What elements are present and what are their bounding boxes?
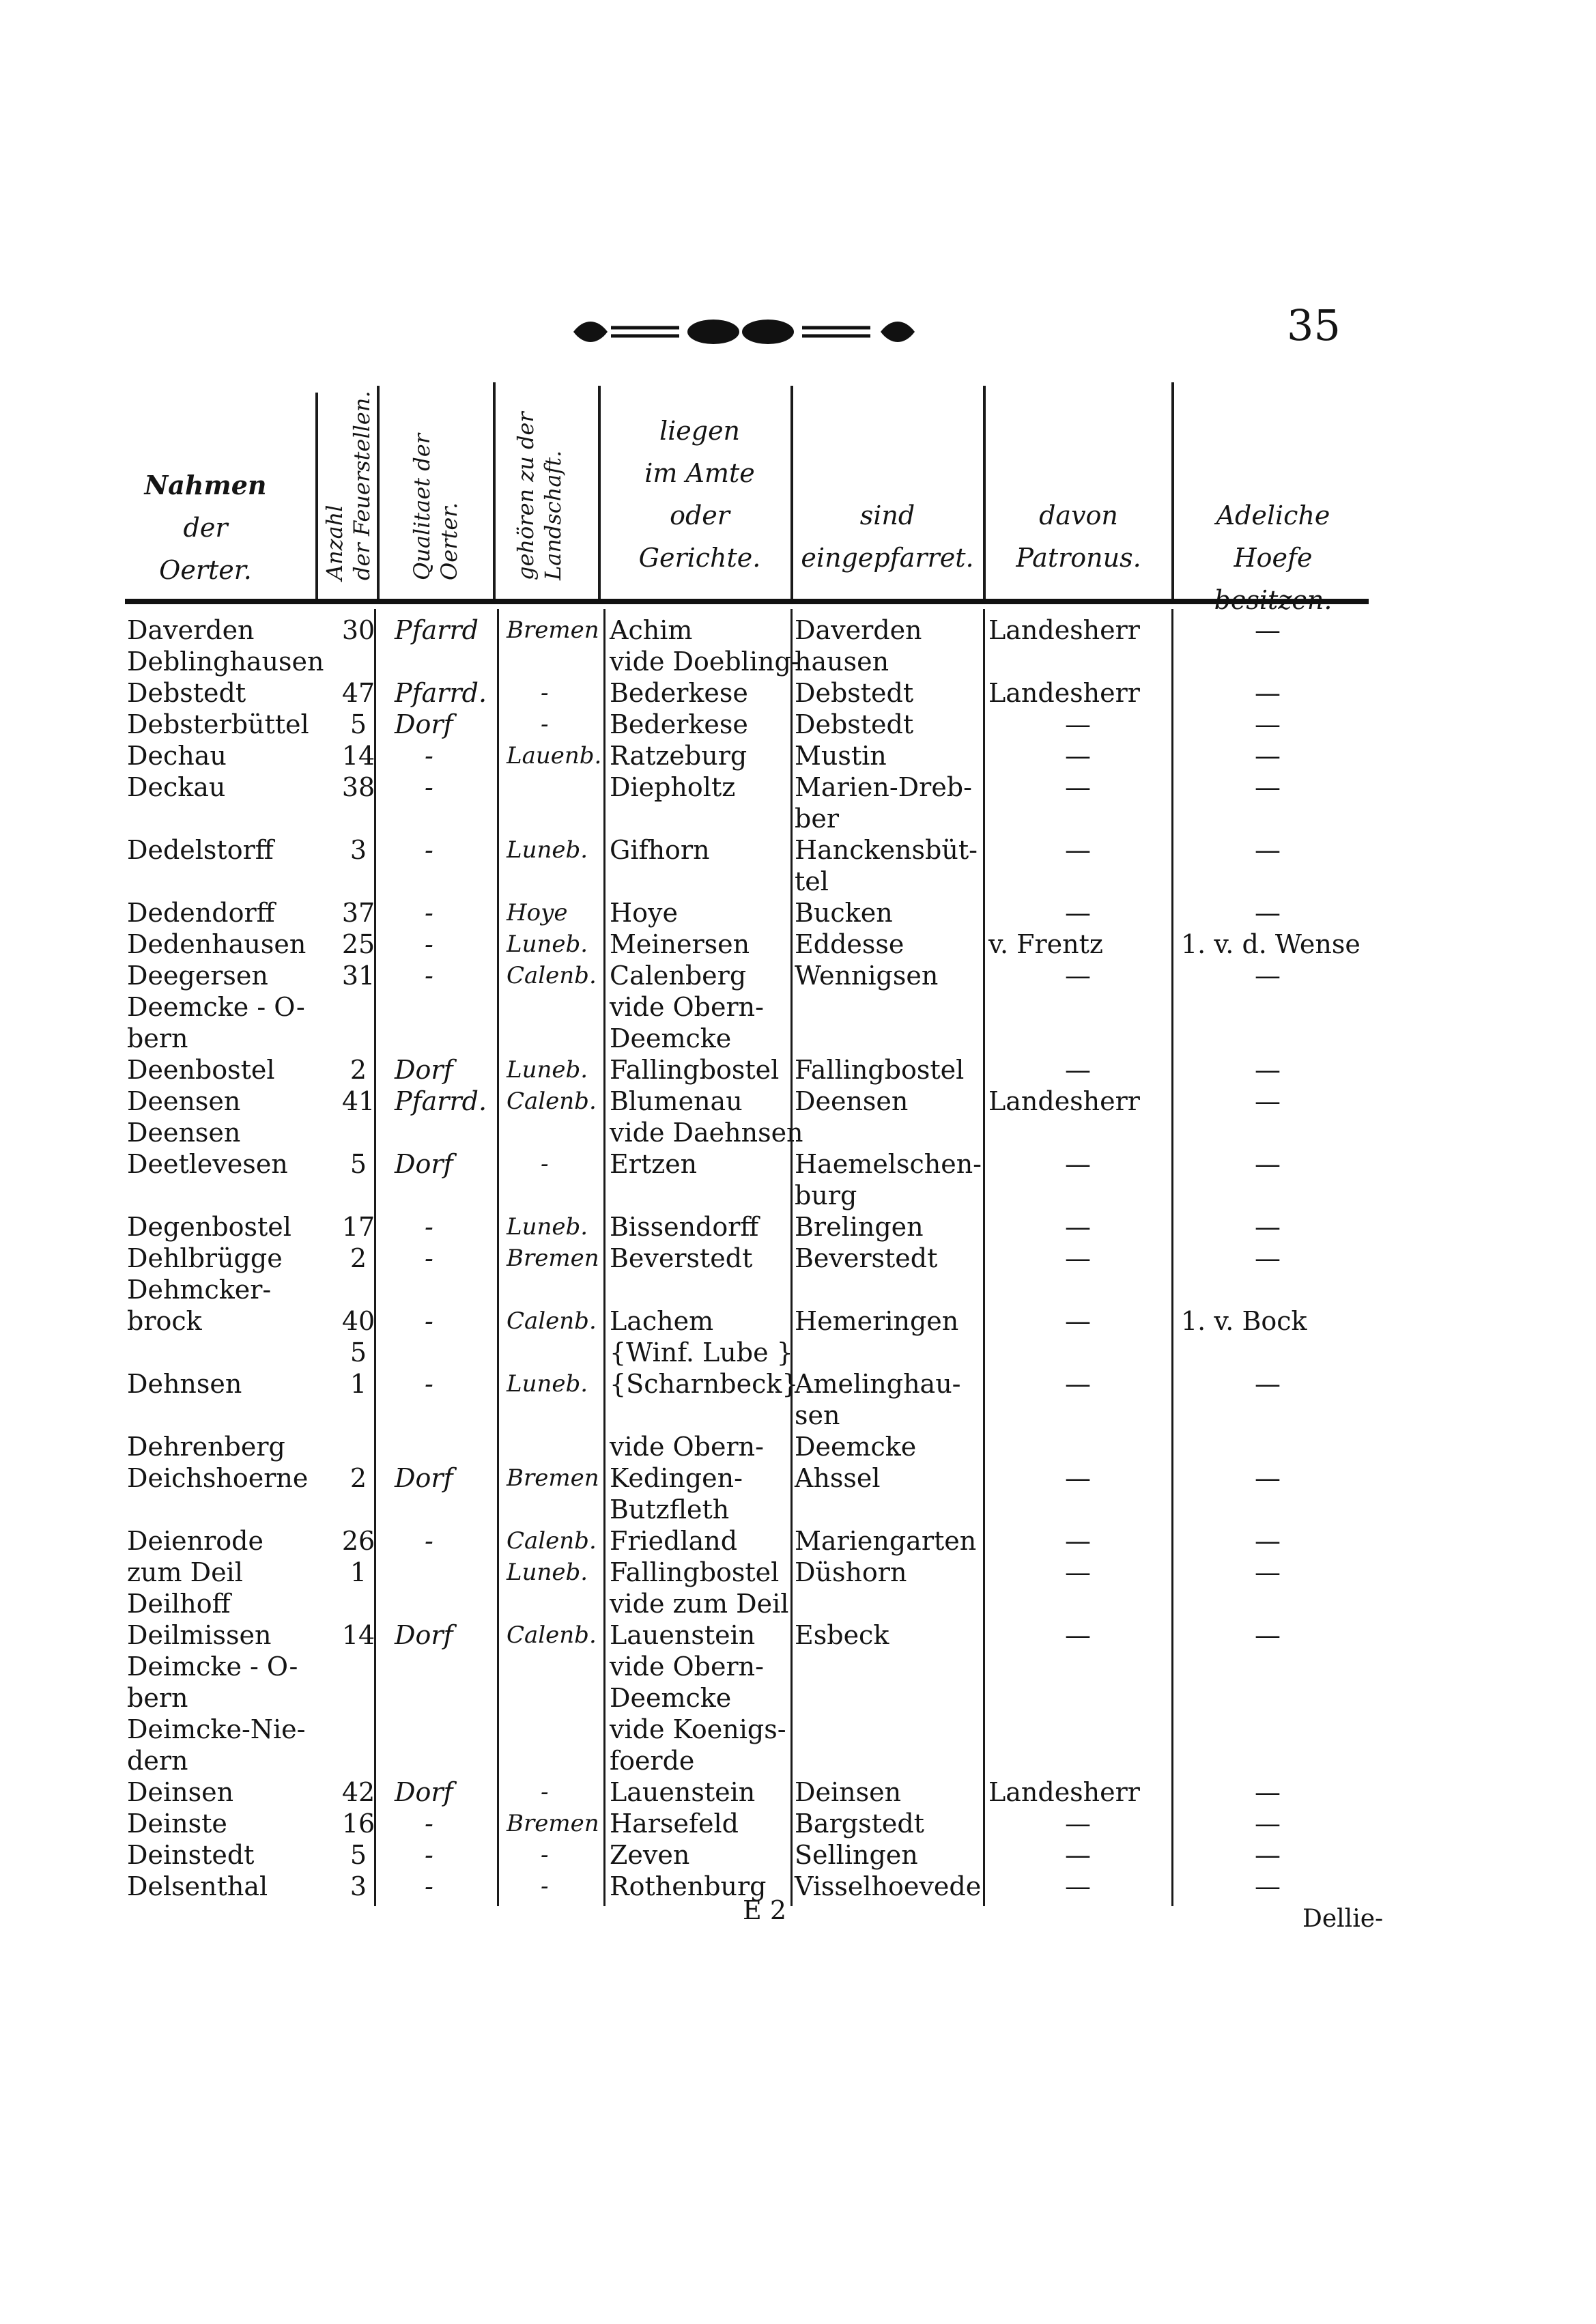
- table-row: [0, 1180, 1596, 1211]
- cell-qual: -: [425, 1306, 433, 1336]
- cell-qual: -: [425, 1840, 433, 1870]
- table-row: [0, 960, 1596, 991]
- cell-qual: Dorf: [395, 1463, 453, 1493]
- cell-name: Dedendorff: [127, 898, 275, 928]
- table-row: [0, 1337, 1596, 1368]
- cell-amt: vide Daehnsen: [610, 1118, 803, 1148]
- header-kirchspiel: [792, 494, 983, 579]
- header-kirchspiel-line: sind: [859, 500, 915, 530]
- cell-kirch: tel: [795, 866, 829, 896]
- cell-amt: {Winf. Lube }: [610, 1337, 793, 1368]
- cell-count: 5: [350, 709, 367, 739]
- cell-kirch: Marien-Dreb-: [795, 772, 972, 802]
- cell-amt: vide Koenigs-: [610, 1714, 786, 1744]
- cell-amt: Butzfleth: [610, 1494, 730, 1525]
- column-rule: [1171, 382, 1174, 601]
- cell-adel: —: [1255, 961, 1281, 991]
- header-count-line: der Feuerstellen.: [349, 391, 375, 580]
- cell-adel: 1. v. d. Wense: [1181, 929, 1360, 959]
- cell-name: Deichshoerne: [127, 1463, 309, 1493]
- cell-kirch: hausen: [795, 647, 889, 677]
- cell-land: Hoye: [507, 899, 568, 926]
- table-row: [0, 614, 1596, 646]
- cell-amt: Kedingen-: [610, 1463, 743, 1493]
- table-row: [0, 834, 1596, 866]
- cell-amt: Fallingbostel: [610, 1557, 780, 1587]
- cell-name: Dehnsen: [127, 1369, 242, 1399]
- cell-count: 1: [350, 1557, 367, 1587]
- header-patron: [986, 494, 1171, 579]
- cell-count: 30: [341, 615, 375, 645]
- table-row: [0, 1274, 1596, 1305]
- cell-amt: Rothenburg: [610, 1871, 767, 1901]
- header-name-line: Oerter.: [159, 555, 252, 585]
- cell-kirch: Esbeck: [795, 1620, 889, 1650]
- cell-kirch: Deemcke: [795, 1432, 917, 1462]
- cell-land: Bremen: [507, 1245, 599, 1272]
- cell-qual: -: [425, 1809, 433, 1839]
- cell-name: Deenbostel: [127, 1055, 275, 1085]
- cell-kirch: Brelingen: [795, 1212, 924, 1242]
- header-quality-line: Qualitaet der: [409, 433, 435, 580]
- cell-kirch: Debstedt: [795, 678, 914, 708]
- cell-adel: —: [1255, 615, 1281, 645]
- cell-count: 26: [341, 1526, 375, 1556]
- header-quality: [408, 434, 463, 580]
- cell-land: -: [541, 1841, 549, 1869]
- table-row: [0, 677, 1596, 709]
- cell-land: Lauenb.: [507, 742, 602, 769]
- cell-land: Luneb.: [507, 1370, 588, 1398]
- table-row: [0, 1243, 1596, 1274]
- cell-patr: —: [1065, 1149, 1091, 1179]
- cell-kirch: Beverstedt: [795, 1243, 938, 1273]
- cell-count: 41: [341, 1086, 375, 1116]
- cell-name: Deimcke - O-: [127, 1652, 298, 1682]
- cell-patr: —: [1065, 1526, 1091, 1556]
- header-quality-line: Oerter.: [436, 502, 462, 580]
- cell-patr: —: [1065, 741, 1091, 771]
- cell-name: Deinstedt: [127, 1840, 255, 1870]
- cell-count: 5: [350, 1840, 367, 1870]
- cell-amt: Ratzeburg: [610, 741, 747, 771]
- table-row: [0, 1305, 1596, 1337]
- cell-count: 2: [350, 1055, 367, 1085]
- cell-amt: vide Obern-: [610, 1432, 764, 1462]
- cell-amt: Harsefeld: [610, 1809, 739, 1839]
- cell-land: -: [541, 1873, 549, 1900]
- cell-amt: Lauenstein: [610, 1777, 756, 1807]
- cell-count: 14: [341, 741, 375, 771]
- cell-name: dern: [127, 1746, 188, 1776]
- cell-patr: —: [1065, 709, 1091, 739]
- table-row: [0, 1557, 1596, 1588]
- cell-qual: -: [425, 898, 433, 928]
- cell-adel: —: [1255, 1526, 1281, 1556]
- table-row: [0, 1745, 1596, 1776]
- cell-patr: —: [1065, 1809, 1091, 1839]
- column-rule: [790, 386, 793, 601]
- cell-kirch: Daverden: [795, 615, 922, 645]
- cell-name: Dechau: [127, 741, 227, 771]
- cell-patr: —: [1065, 835, 1091, 865]
- cell-land: Calenb.: [507, 1621, 597, 1649]
- header-name-line: der: [183, 513, 228, 543]
- catchword: Dellie-: [1302, 1905, 1384, 1933]
- cell-kirch: Hanckensbüt-: [795, 835, 978, 865]
- cell-name: bern: [127, 1683, 188, 1713]
- cell-amt: Calenberg: [610, 961, 747, 991]
- cell-amt: vide Doebling-: [610, 647, 800, 677]
- cell-amt: foerde: [610, 1746, 695, 1776]
- cell-qual: -: [425, 1243, 433, 1273]
- header-amt-line: Gerichte.: [638, 543, 761, 573]
- cell-adel: —: [1255, 741, 1281, 771]
- cell-count: 16: [341, 1809, 375, 1839]
- cell-land: Bremen: [507, 617, 599, 644]
- cell-kirch: Eddesse: [795, 929, 904, 959]
- column-rule: [377, 386, 380, 601]
- cell-amt: Deemcke: [610, 1683, 732, 1713]
- cell-patr: —: [1065, 961, 1091, 991]
- cell-land: Bremen: [507, 1464, 599, 1492]
- column-rule: [493, 382, 496, 601]
- cell-kirch: Mustin: [795, 741, 887, 771]
- cell-name: Dedenhausen: [127, 929, 307, 959]
- cell-adel: —: [1255, 1369, 1281, 1399]
- cell-qual: -: [425, 1871, 433, 1901]
- cell-qual: Dorf: [395, 1620, 453, 1650]
- cell-name: brock: [127, 1306, 202, 1336]
- header-patron-line: davon: [1039, 500, 1118, 530]
- cell-name: Deimcke-Nie-: [127, 1714, 306, 1744]
- table-row: [0, 1588, 1596, 1619]
- cell-qual: -: [425, 835, 433, 865]
- cell-land: Luneb.: [507, 1056, 588, 1083]
- ornament-divider: [570, 313, 918, 351]
- cell-name: Deienrode: [127, 1526, 263, 1556]
- table-row: [0, 1211, 1596, 1243]
- column-rule: [315, 393, 318, 601]
- cell-name: Deensen: [127, 1118, 241, 1148]
- cell-amt: vide Obern-: [610, 1652, 764, 1682]
- cell-kirch: Wennigsen: [795, 961, 939, 991]
- cell-qual: Dorf: [395, 709, 453, 739]
- cell-name: Deinsen: [127, 1777, 234, 1807]
- cell-land: -: [541, 1150, 549, 1178]
- cell-name: Deegersen: [127, 961, 268, 991]
- cell-kirch: Mariengarten: [795, 1526, 977, 1556]
- cell-kirch: Amelinghau-: [795, 1369, 961, 1399]
- cell-patr: Landesherr: [988, 1086, 1140, 1116]
- table-row: [0, 1054, 1596, 1086]
- header-name: [127, 464, 284, 591]
- cell-patr: Landesherr: [988, 678, 1140, 708]
- cell-land: Luneb.: [507, 1213, 588, 1241]
- table-row: [0, 1714, 1596, 1745]
- cell-amt: Beverstedt: [610, 1243, 753, 1273]
- table-row: [0, 1776, 1596, 1808]
- cell-name: Deckau: [127, 772, 226, 802]
- header-kirchspiel-line: eingepfarret.: [801, 543, 974, 573]
- cell-patr: —: [1065, 1369, 1091, 1399]
- cell-qual: -: [425, 1526, 433, 1556]
- header-count-line: Anzahl: [322, 505, 347, 580]
- cell-qual: Pfarrd: [395, 615, 479, 645]
- cell-kirch: Düshorn: [795, 1557, 907, 1587]
- cell-land: Calenb.: [507, 962, 597, 989]
- table-row: [0, 771, 1596, 803]
- cell-adel: 1. v. Bock: [1181, 1306, 1307, 1336]
- cell-count: 25: [341, 929, 375, 959]
- table-row: [0, 1431, 1596, 1462]
- table-row: [0, 866, 1596, 897]
- cell-patr: —: [1065, 1463, 1091, 1493]
- cell-name: Delsenthal: [127, 1871, 268, 1901]
- cell-amt: Bederkese: [610, 709, 748, 739]
- cell-count: 38: [341, 772, 375, 802]
- cell-qual: Dorf: [395, 1777, 453, 1807]
- header-name-line: Nahmen: [144, 470, 267, 500]
- table-row: [0, 1400, 1596, 1431]
- cell-count: 17: [341, 1212, 375, 1242]
- cell-amt: Diepholtz: [610, 772, 736, 802]
- cell-adel: —: [1255, 1086, 1281, 1116]
- cell-name: Deensen: [127, 1086, 241, 1116]
- table-row: [0, 1086, 1596, 1117]
- table-row: [0, 646, 1596, 677]
- cell-adel: —: [1255, 898, 1281, 928]
- cell-land: Calenb.: [507, 1527, 597, 1555]
- cell-amt: Zeven: [610, 1840, 690, 1870]
- cell-name: Degenbostel: [127, 1212, 291, 1242]
- table-row: [0, 1117, 1596, 1148]
- cell-name: zum Deil: [127, 1557, 243, 1587]
- cell-name: Deetlevesen: [127, 1149, 288, 1179]
- cell-patr: —: [1065, 1620, 1091, 1650]
- cell-name: Dehrenberg: [127, 1432, 285, 1462]
- cell-adel: —: [1255, 1055, 1281, 1085]
- cell-adel: —: [1255, 835, 1281, 865]
- header-landschaft-line: gehören zu der: [513, 412, 539, 580]
- cell-patr: —: [1065, 1212, 1091, 1242]
- cell-amt: Ertzen: [610, 1149, 698, 1179]
- header-amt: [608, 410, 792, 579]
- cell-amt: Hoye: [610, 898, 678, 928]
- cell-count: 2: [350, 1463, 367, 1493]
- cell-land: Luneb.: [507, 1559, 588, 1586]
- cell-adel: —: [1255, 709, 1281, 739]
- header-count: [321, 391, 375, 580]
- table-row: [0, 1525, 1596, 1557]
- table-row: [0, 1462, 1596, 1494]
- table-row: [0, 929, 1596, 960]
- cell-land: -: [541, 1779, 549, 1806]
- cell-land: Calenb.: [507, 1088, 597, 1115]
- cell-kirch: sen: [795, 1400, 840, 1430]
- cell-patr: —: [1065, 1871, 1091, 1901]
- cell-kirch: ber: [795, 804, 839, 834]
- header-patron-line: Patronus.: [1016, 543, 1141, 573]
- cell-amt: vide zum Deil: [610, 1589, 789, 1619]
- cell-kirch: Haemelschen-: [795, 1149, 982, 1179]
- cell-adel: —: [1255, 1463, 1281, 1493]
- cell-name: Deilmissen: [127, 1620, 272, 1650]
- cell-patr: —: [1065, 1840, 1091, 1870]
- cell-land: Calenb.: [507, 1307, 597, 1335]
- cell-kirch: Deensen: [795, 1086, 909, 1116]
- cell-name: Dedelstorff: [127, 835, 274, 865]
- cell-kirch: burg: [795, 1180, 857, 1210]
- cell-qual: -: [425, 1212, 433, 1242]
- cell-patr: v. Frentz: [988, 929, 1103, 959]
- cell-qual: Dorf: [395, 1149, 453, 1179]
- table-row: [0, 709, 1596, 740]
- table-row: [0, 1682, 1596, 1714]
- table-row: [0, 897, 1596, 929]
- cell-count: 5: [350, 1149, 367, 1179]
- cell-kirch: Deinsen: [795, 1777, 902, 1807]
- cell-adel: —: [1255, 1243, 1281, 1273]
- cell-qual: -: [425, 961, 433, 991]
- cell-patr: Landesherr: [988, 1777, 1140, 1807]
- cell-amt: Fallingbostel: [610, 1055, 780, 1085]
- column-rule: [983, 386, 986, 601]
- cell-amt: Deemcke: [610, 1023, 732, 1053]
- table-row: [0, 1839, 1596, 1871]
- cell-adel: —: [1255, 1557, 1281, 1587]
- cell-adel: —: [1255, 1871, 1281, 1901]
- cell-adel: —: [1255, 1620, 1281, 1650]
- signature-mark: E 2: [743, 1895, 786, 1925]
- header-rule: [125, 599, 1369, 604]
- cell-kirch: Sellingen: [795, 1840, 918, 1870]
- cell-land: -: [541, 711, 549, 738]
- cell-qual: -: [425, 772, 433, 802]
- table-row: [0, 803, 1596, 834]
- table-row: [0, 1494, 1596, 1525]
- cell-qual: -: [425, 741, 433, 771]
- cell-name: Deblinghausen: [127, 647, 324, 677]
- cell-name: Deilhoff: [127, 1589, 231, 1619]
- header-amt-line: liegen: [659, 416, 741, 446]
- cell-adel: —: [1255, 1840, 1281, 1870]
- cell-amt: {Scharnbeck}: [610, 1369, 799, 1399]
- cell-count: 47: [341, 678, 375, 708]
- cell-qual: -: [425, 1369, 433, 1399]
- cell-land: Bremen: [507, 1810, 599, 1837]
- cell-kirch: Visselhoevede: [795, 1871, 982, 1901]
- cell-amt: Gifhorn: [610, 835, 710, 865]
- cell-land: Luneb.: [507, 931, 588, 958]
- cell-land: Luneb.: [507, 836, 588, 864]
- cell-kirch: Hemeringen: [795, 1306, 959, 1336]
- header-landschaft: [512, 412, 567, 580]
- cell-adel: —: [1255, 1149, 1281, 1179]
- table-row: [0, 1368, 1596, 1400]
- cell-adel: —: [1255, 678, 1281, 708]
- cell-patr: —: [1065, 898, 1091, 928]
- cell-amt: Blumenau: [610, 1086, 743, 1116]
- cell-count: 1: [350, 1369, 367, 1399]
- cell-amt: Bissendorff: [610, 1212, 759, 1242]
- cell-qual: Pfarrd.: [395, 678, 487, 708]
- header-amt-line: im Amte: [644, 458, 755, 488]
- cell-count: 2: [350, 1243, 367, 1273]
- cell-kirch: Bargstedt: [795, 1809, 924, 1839]
- table-row: [0, 740, 1596, 771]
- cell-count: 37: [341, 898, 375, 928]
- table-row: [0, 1148, 1596, 1180]
- cell-name: Dehmcker-: [127, 1275, 272, 1305]
- cell-patr: —: [1065, 1055, 1091, 1085]
- cell-count: 40: [341, 1306, 375, 1336]
- cell-adel: —: [1255, 1777, 1281, 1807]
- cell-kirch: Ahssel: [795, 1463, 881, 1493]
- table-row: [0, 1651, 1596, 1682]
- column-rule: [598, 386, 601, 601]
- cell-amt: Meinersen: [610, 929, 750, 959]
- cell-adel: —: [1255, 1212, 1281, 1242]
- table-row: [0, 1808, 1596, 1839]
- cell-qual: -: [425, 929, 433, 959]
- cell-count: 3: [350, 835, 367, 865]
- cell-patr: —: [1065, 1243, 1091, 1273]
- cell-adel: —: [1255, 1809, 1281, 1839]
- cell-kirch: Fallingbostel: [795, 1055, 965, 1085]
- cell-count: 42: [341, 1777, 375, 1807]
- cell-patr: —: [1065, 1557, 1091, 1587]
- cell-amt: Lachem: [610, 1306, 714, 1336]
- table-row: [0, 1023, 1596, 1054]
- cell-amt: Achim: [610, 615, 693, 645]
- cell-kirch: Bucken: [795, 898, 893, 928]
- cell-adel: —: [1255, 772, 1281, 802]
- cell-amt: vide Obern-: [610, 992, 764, 1022]
- page-number: 35: [1287, 300, 1341, 350]
- header-amt-line: oder: [670, 500, 730, 530]
- cell-patr: —: [1065, 772, 1091, 802]
- cell-name: Debsterbüttel: [127, 709, 309, 739]
- cell-patr: —: [1065, 1306, 1091, 1336]
- cell-patr: Landesherr: [988, 615, 1140, 645]
- cell-count: 3: [350, 1871, 367, 1901]
- cell-amt: Bederkese: [610, 678, 748, 708]
- cell-name: Deemcke - O-: [127, 992, 305, 1022]
- cell-qual: Pfarrd.: [395, 1086, 487, 1116]
- header-adel-line: Adeliche Hoefe: [1216, 500, 1330, 573]
- cell-qual: Dorf: [395, 1055, 453, 1085]
- table-row: [0, 1619, 1596, 1651]
- cell-name: Dehlbrügge: [127, 1243, 283, 1273]
- cell-count: 31: [341, 961, 375, 991]
- cell-count: 14: [341, 1620, 375, 1650]
- cell-kirch: Debstedt: [795, 709, 914, 739]
- cell-name: Daverden: [127, 615, 255, 645]
- cell-amt: Lauenstein: [610, 1620, 756, 1650]
- cell-count: 5: [350, 1337, 367, 1368]
- table-row: [0, 1871, 1596, 1902]
- cell-name: Deinste: [127, 1809, 227, 1839]
- header-landschaft-line: Landschaft.: [540, 450, 566, 580]
- cell-name: bern: [127, 1023, 188, 1053]
- cell-name: Debstedt: [127, 678, 246, 708]
- cell-amt: Friedland: [610, 1526, 738, 1556]
- cell-land: -: [541, 679, 549, 707]
- table-row: [0, 991, 1596, 1023]
